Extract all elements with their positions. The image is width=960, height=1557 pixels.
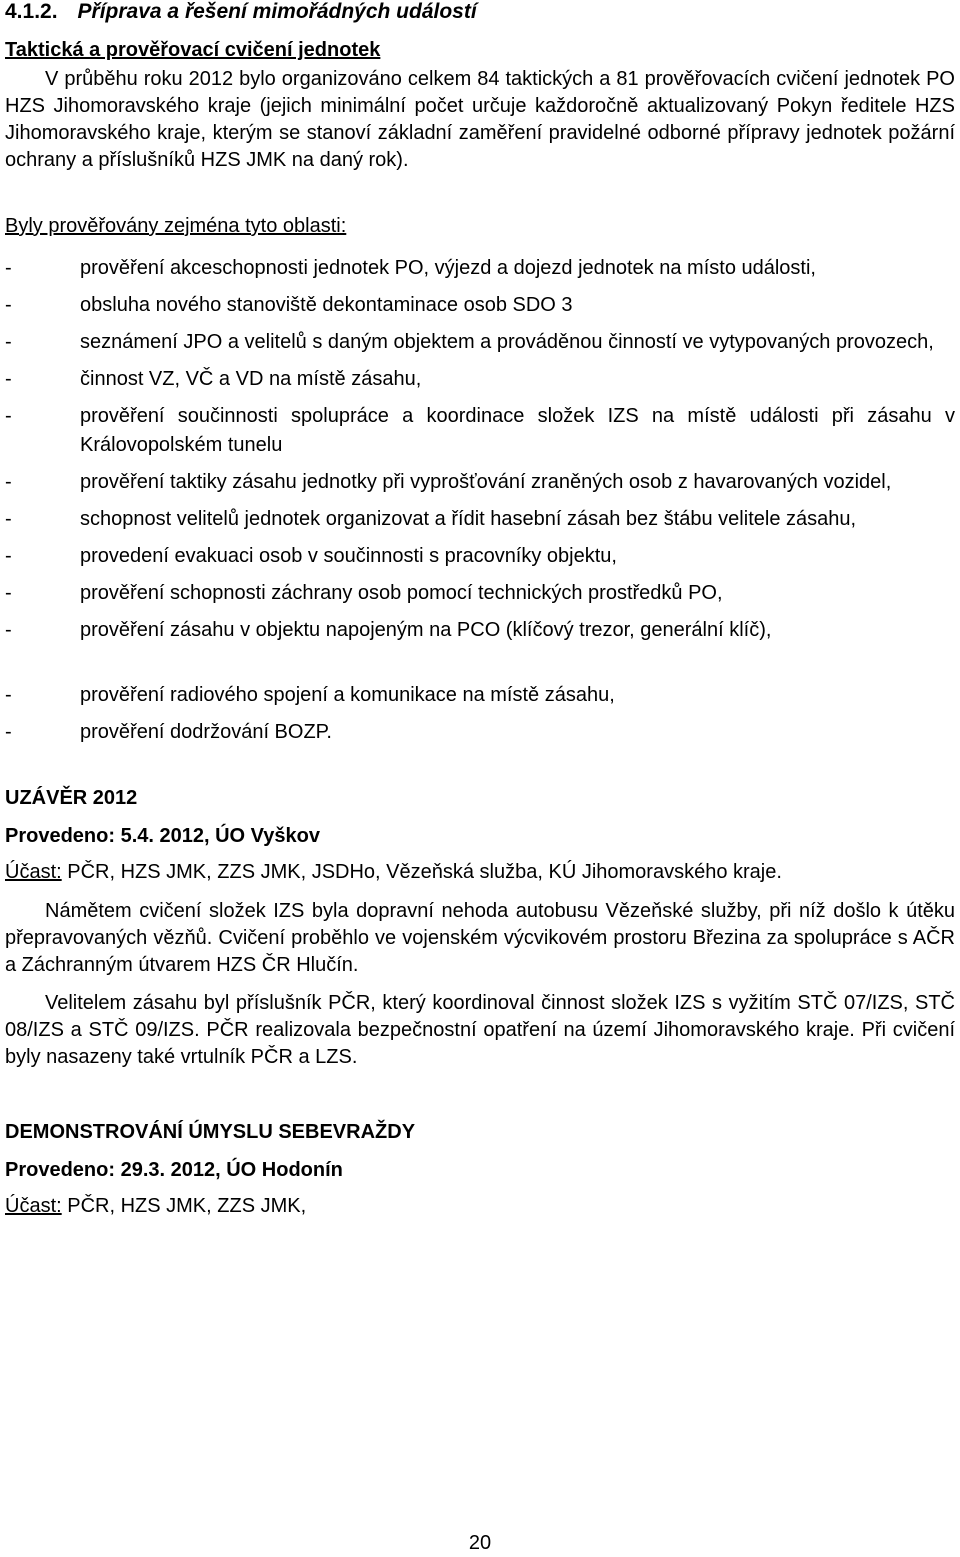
subsection-title: Taktická a prověřovací cvičení jednotek <box>5 39 381 61</box>
list-item: - seznámení JPO a velitelů s daným objektem a prováděnou činností ve vytypovaných provozech, <box>5 328 955 357</box>
list-item: - prověření schopnosti záchrany osob pomocí technických prostředků PO, <box>5 579 955 608</box>
intro-paragraph: V průběhu roku 2012 bylo organizováno celkem 84 taktických a 81 prověřovacích cvičení jednotek PO HZS Jihomoravského kraje (jejich minimální počet určuje každoročně aktualizovaný Pokyn ředitele HZS Jihomoravského kraje, kterým se stanoví základní zaměření pravidelné odborné přípravy jednotek požární ochrany a příslušníků HZS JMK na daný rok). <box>5 68 955 171</box>
list-item: - prověření akceschopnosti jednotek PO, výjezd a dojezd jednotek na místo události, <box>5 254 955 283</box>
exercise2-title: DEMONSTROVÁNÍ ÚMYSLU SEBEVRAŽDY <box>5 1121 416 1143</box>
exercise1-title: UZÁVĚR 2012 <box>5 787 138 809</box>
list-item: - prověření dodržování BOZP. <box>5 718 955 747</box>
exercise2-conducted: Provedeno: 29.3. 2012, ÚO Hodonín <box>5 1159 343 1181</box>
document-page <box>5 0 955 1554</box>
list-item: - prověření taktiky zásahu jednotky při vyprošťování zraněných osob z havarovaných vozidel, <box>5 468 955 497</box>
areas-heading: Byly prověřovány zejména tyto oblasti: <box>5 215 347 237</box>
participation-value: PČR, HZS JMK, ZZS JMK, <box>61 1195 307 1217</box>
exercise2-participation <box>5 1193 955 1220</box>
page-number: 20 <box>468 1532 492 1554</box>
list-item: - obsluha nového stanoviště dekontaminace osob SDO 3 <box>5 291 955 320</box>
participation-label: Účast: <box>5 1195 62 1217</box>
exercise1-paragraph-2: Velitelem zásahu byl příslušník PČR, který koordinoval činnost složek IZS s vyžitím STČ 07/IZS, STČ 08/IZS a STČ 09/IZS. PČR realizovala bezpečnostní opatření na území Jihomoravského kraje. Při cvičení byly nasazeny také vrtulník PČR a LZS. <box>5 992 955 1068</box>
list-item: - prověření zásahu v objektu napojeným na PCO (klíčový trezor, generální klíč), <box>5 616 955 645</box>
list-item: - prověření radiového spojení a komunikace na místě zásahu, <box>5 681 955 710</box>
exercise1-participation <box>5 859 955 886</box>
list-item: - schopnost velitelů jednotek organizovat a řídit hasební zásah bez štábu velitele zásahu, <box>5 505 955 534</box>
section-title: Příprava a řešení mimořádných událostí <box>77 0 477 23</box>
section-heading <box>5 0 955 24</box>
section-number: 4.1.2. <box>5 0 58 23</box>
exercise1-paragraph-1: Námětem cvičení složek IZS byla dopravní nehoda autobusu Vězeňské služby, při níž došlo k útěku přepravovaných vězňů. Cvičení proběhlo ve vojenském výcvikovém prostoru Březina za spolupráce s AČR a Záchranným útvarem HZS ČR Hlučín. <box>5 900 955 976</box>
areas-list <box>5 254 955 747</box>
list-item: - prověření součinnosti spolupráce a koordinace složek IZS na místě události při zásahu v Královopolském tunelu <box>5 402 955 460</box>
exercise1-conducted: Provedeno: 5.4. 2012, ÚO Vyškov <box>5 825 320 847</box>
participation-value: PČR, HZS JMK, ZZS JMK, JSDHo, Vězeňská služba, KÚ Jihomoravského kraje. <box>61 861 782 883</box>
participation-label: Účast: <box>5 861 62 883</box>
list-item: - činnost VZ, VČ a VD na místě zásahu, <box>5 365 955 394</box>
list-item: - provedení evakuaci osob v součinnosti s pracovníky objektu, <box>5 542 955 571</box>
